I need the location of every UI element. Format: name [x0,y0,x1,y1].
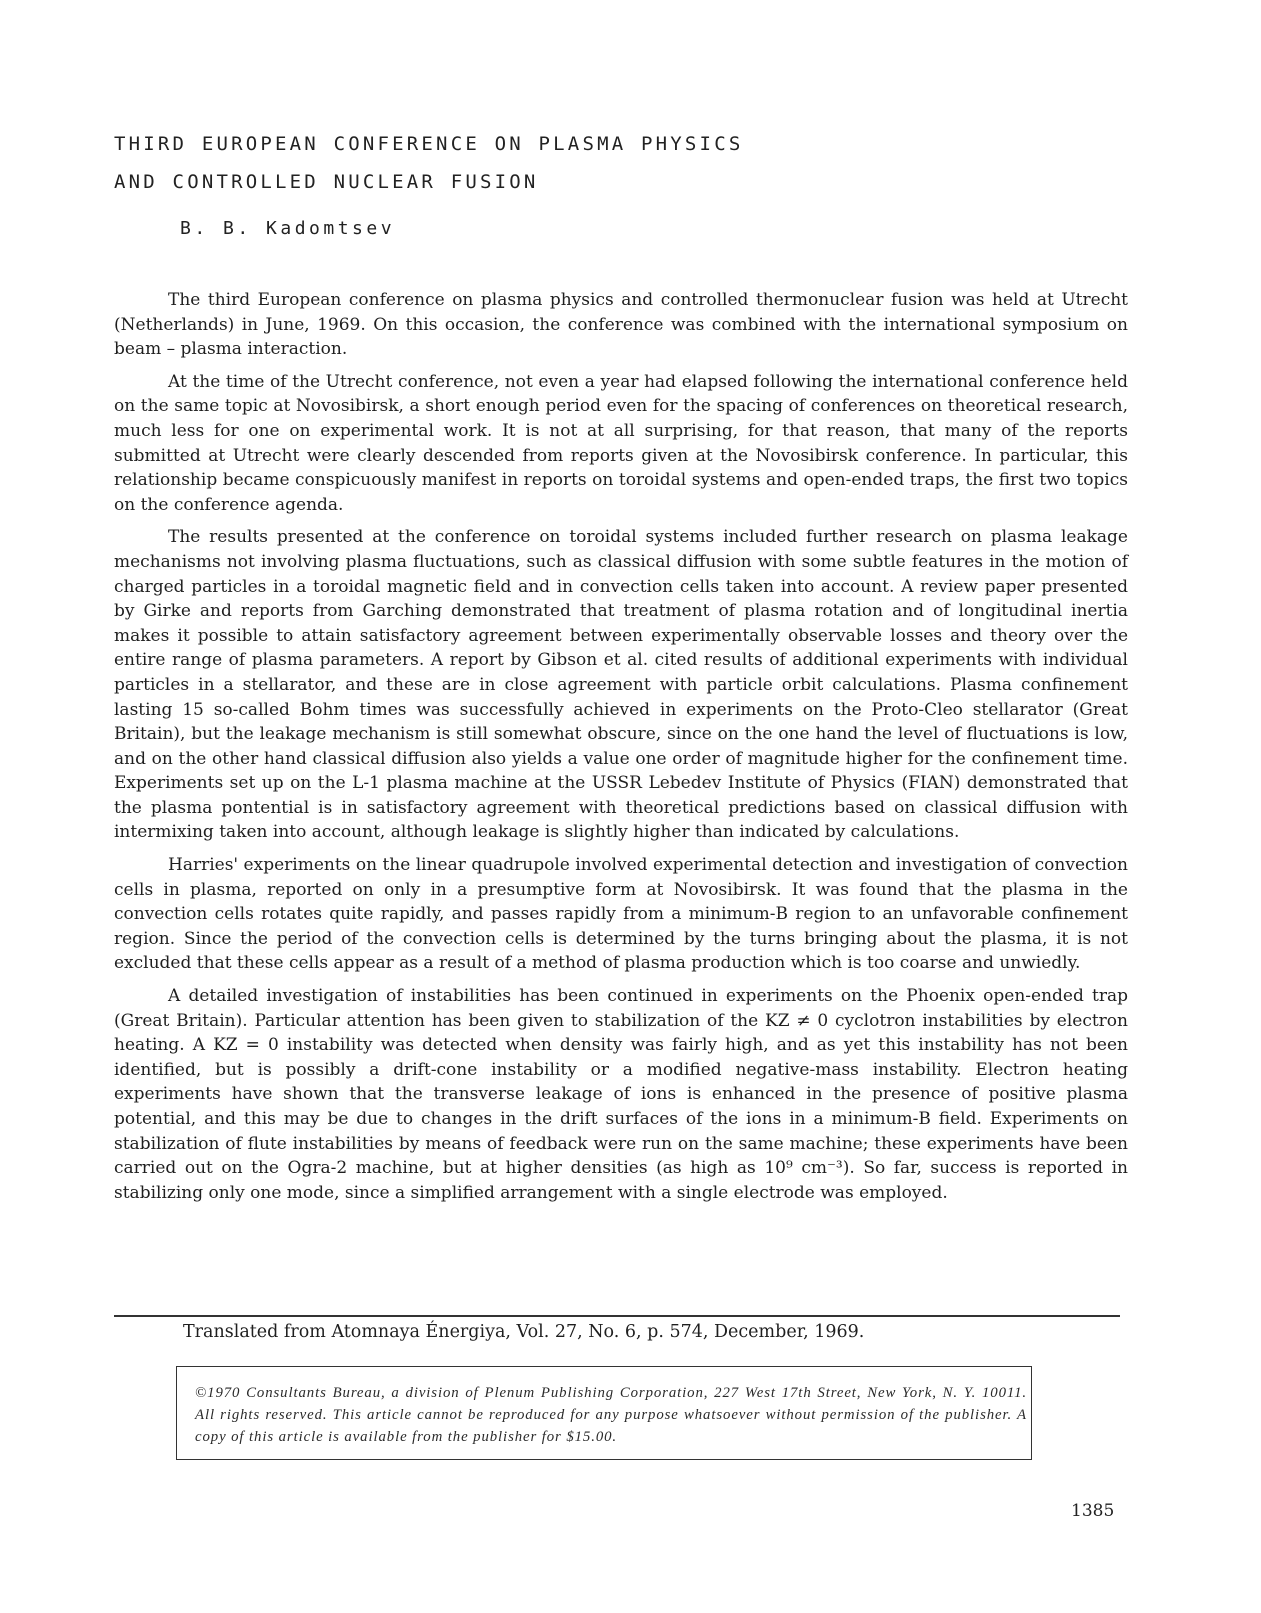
article-title-line-2: AND CONTROLLED NUCLEAR FUSION [114,171,539,193]
paragraph-4: Harries' experiments on the linear quadrupole involved experimental detection and investigation of convection cells in plasma, reported on only in a presumptive form at Novosibirsk. It was found that the plasma in the convection cells rotates quite rapidly, and passes rapidly from a minimum-B region to an unfavorable confinement region. Since the period of the convection cells is determined by the turns bringing about the plasma, it is not excluded that these cells appear as a result of a method of plasma production which is too coarse and unwiedly. [114,855,1128,974]
author-name: B. B. Kadomtsev [180,218,396,239]
translation-source-note: Translated from Atomnaya Énergiya, Vol. 27, No. 6, p. 574, December, 1969. [183,1322,865,1342]
footer-divider [114,1315,1120,1317]
article-title-line-1: THIRD EUROPEAN CONFERENCE ON PLASMA PHYSICS [114,133,744,155]
page-number: 1385 [1071,1501,1115,1521]
article-body [114,288,1128,1213]
paragraph-5: A detailed investigation of instabilities has been continued in experiments on the Phoenix open-ended trap (Great Britain). Particular attention has been given to stabilization of the KZ ≠ 0 cyclotron instabilities by electron heating. A KZ = 0 instability was detected when density was fairly high, and as yet this instability has not been identified, but is possibly a drift-cone instability or a modified negative-mass instability. Electron heating experiments have shown that the transverse leakage of ions is enhanced in the presence of positive plasma potential, and this may be due to changes in the drift surfaces of the ions in a minimum-B field. Experiments on stabilization of flute instabilities by means of feedback were run on the same machine; these experiments have been carried out on the Ogra-2 machine, but at higher densities (as high as 10⁹ cm⁻³). So far, success is reported in stabilizing only one mode, since a simplified arrangement with a single electrode was employed. [114,986,1128,1203]
paragraph-3: The results presented at the conference on toroidal systems included further research on plasma leakage mechanisms not involving plasma fluctuations, such as classical diffusion with some subtle features in the motion of charged particles in a toroidal magnetic field and in convection cells taken into account. A review paper presented by Girke and reports from Garching demonstrated that treatment of plasma rotation and of longitudinal inertia makes it possible to attain satisfactory agreement between experimentally observable losses and theory over the entire range of plasma parameters. A report by Gibson et al. cited results of additional experiments with individual particles in a stellarator, and these are in close agreement with particle orbit calculations. Plasma confinement lasting 15 so-called Bohm times was successfully achieved in experiments on the Proto-Cleo stellarator (Great Britain), but the leakage mechanism is still somewhat obscure, since on the one hand the level of fluctuations is low, and on the other hand classical diffusion also yields a value one order of magnitude higher for the confinement time. Experiments set up on the L-1 plasma machine at the USSR Lebedev Institute of Physics (FIAN) demonstrated that the plasma pontential is in satisfactory agreement with theoretical predictions based on classical diffusion with intermixing taken into account, although leakage is slightly higher than indicated by calculations. [114,527,1128,843]
copyright-notice: ©1970 Consultants Bureau, a division of Plenum Publishing Corporation, 227 West 17th Street, New York, N. Y. 10011. All rights reserved. This article cannot be reproduced for any purpose whatsoever without permission of the publisher. A copy of this article is available from the publisher for $15.00. [195,1385,1027,1445]
paragraph-1: The third European conference on plasma physics and controlled thermonuclear fusion was held at Utrecht (Netherlands) in June, 1969. On this occasion, the conference was combined with the international symposium on beam – plasma interaction. [114,290,1128,360]
paragraph-2: At the time of the Utrecht conference, not even a year had elapsed following the international conference held on the same topic at Novosibirsk, a short enough period even for the spacing of conferences on theoretical research, much less for one on experimental work. It is not at all surprising, for that reason, that many of the reports submitted at Utrecht were clearly descended from reports given at the Novosibirsk conference. In particular, this relationship became conspicuously manifest in reports on toroidal systems and open-ended traps, the first two topics on the conference agenda. [114,371,1128,515]
